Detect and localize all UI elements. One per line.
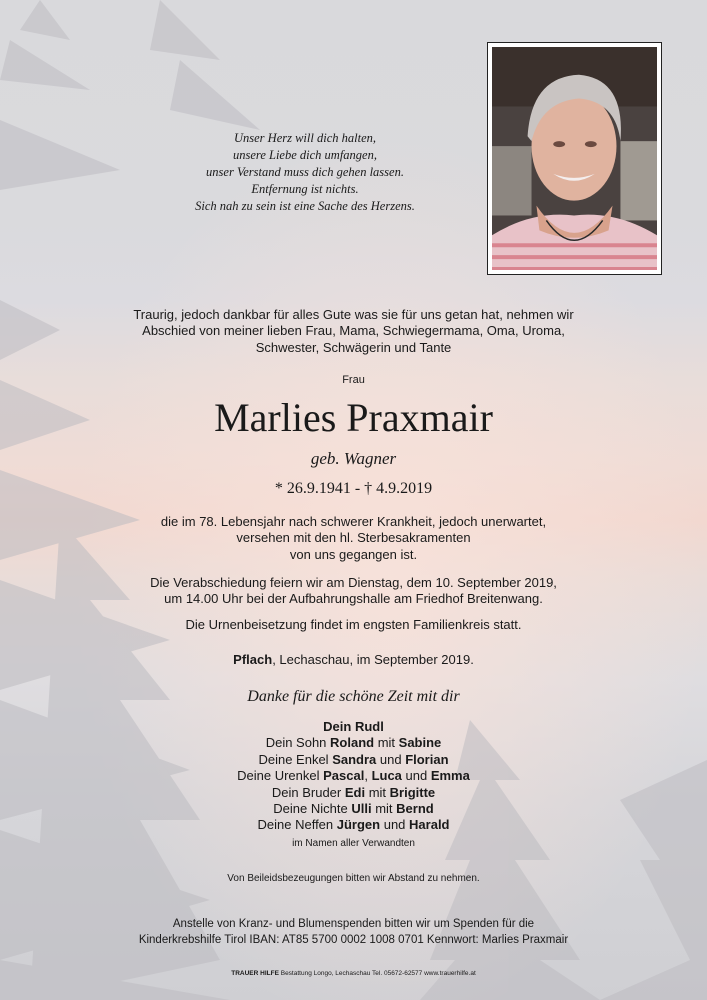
family-name: Sandra: [332, 751, 377, 767]
family-name: Brigitte: [389, 784, 436, 800]
family-name: Pascal: [323, 768, 365, 784]
family-line: Dein Sohn Roland mit Sabine: [265, 735, 442, 751]
salutation: Frau: [342, 374, 365, 386]
family-closing: im Namen aller Verwandten: [292, 837, 415, 849]
poem-line: Entfernung ist nichts.: [251, 182, 359, 196]
poem: [150, 130, 460, 215]
poem-line: unser Verstand muss dich gehen lassen.: [206, 165, 404, 179]
family-name: Jürgen: [336, 817, 381, 833]
family-name: Emma: [430, 768, 470, 784]
family-list: [0, 719, 707, 852]
family-name: Roland: [330, 735, 375, 751]
place-date: [0, 652, 707, 668]
death-notice-line: von uns gegangen ist.: [289, 546, 418, 562]
footer-text: Bestattung Longo, Lechaschau Tel. 05672-62577 www.trauerhilfe.at: [278, 970, 476, 977]
family-line: Deine Enkel Sandra und Florian: [258, 751, 449, 767]
poem-line: Unser Herz will dich halten,: [233, 131, 376, 145]
place-rest: , Lechaschau, im September 2019.: [272, 652, 474, 667]
family-line: Deine Neffen Jürgen und Harald: [257, 817, 450, 833]
condolence-note: Von Beileidsbezeugungen bitten wir Abstand zu nehmen.: [227, 873, 480, 884]
thanks-line: Danke für die schöne Zeit mit dir: [247, 688, 460, 705]
family-name: Sabine: [398, 735, 442, 751]
farewell-info: [0, 575, 707, 608]
farewell-line: Die Verabschiedung feiern wir am Dienstag, dem 10. September 2019,: [150, 575, 557, 590]
maiden-name: geb. Wagner: [310, 449, 397, 468]
donation-line: Anstelle von Kranz- und Blumenspenden bitten wir um Spenden für die: [172, 918, 535, 930]
family-line: Deine Urenkel Pascal, Luca und Emma: [237, 768, 470, 784]
family-name: Luca: [371, 768, 402, 784]
donation-request: [0, 916, 707, 948]
portrait-frame: [487, 42, 662, 275]
life-dates: * 26.9.1941 - † 4.9.2019: [274, 480, 433, 497]
deceased-name: Marlies Praxmair: [214, 395, 493, 440]
death-notice: [0, 514, 707, 563]
poem-line: unsere Liebe dich umfangen,: [233, 148, 377, 162]
footer-brand: TRAUER HILFE: [231, 970, 279, 977]
death-notice-line: versehen mit den hl. Sterbesakramenten: [236, 530, 471, 546]
intro-text: [0, 307, 707, 356]
donation-line: Kinderkrebshilfe Tirol IBAN: AT85 5700 0002 1008 0701 Kennwort: Marlies Praxmair: [138, 934, 569, 946]
family-name: Dein Rudl: [323, 719, 384, 734]
portrait-photo: [492, 47, 657, 270]
poem-line: Sich nah zu sein ist eine Sache des Herzens.: [195, 199, 415, 213]
death-notice-line: die im 78. Lebensjahr nach schwerer Krankheit, jedoch unerwartet,: [160, 514, 547, 529]
family-line: Deine Nichte Ulli mit Bernd: [273, 801, 434, 817]
family-line: Dein Bruder Edi mit Brigitte: [271, 784, 436, 800]
family-name: Bernd: [396, 801, 434, 817]
family-name: Edi: [344, 784, 366, 800]
place-bold: Pflach: [233, 652, 273, 667]
family-name: Florian: [405, 751, 449, 767]
intro-line: Traurig, jedoch dankbar für alles Gute was sie für uns getan hat, nehmen wir: [133, 307, 574, 322]
family-line: [0, 719, 707, 735]
family-name: Ulli: [351, 801, 372, 817]
footer-imprint: [0, 970, 707, 977]
farewell-line: um 14.00 Uhr bei der Aufbahrungshalle am Friedhof Breitenwang.: [164, 591, 543, 607]
intro-line: Schwester, Schwägerin und Tante: [255, 339, 452, 355]
intro-line: Abschied von meiner lieben Frau, Mama, Schwiegermama, Oma, Uroma,: [142, 323, 565, 339]
urn-burial-note: Die Urnenbeisetzung findet im engsten Familienkreis statt.: [185, 617, 522, 632]
family-name: Harald: [409, 817, 450, 833]
